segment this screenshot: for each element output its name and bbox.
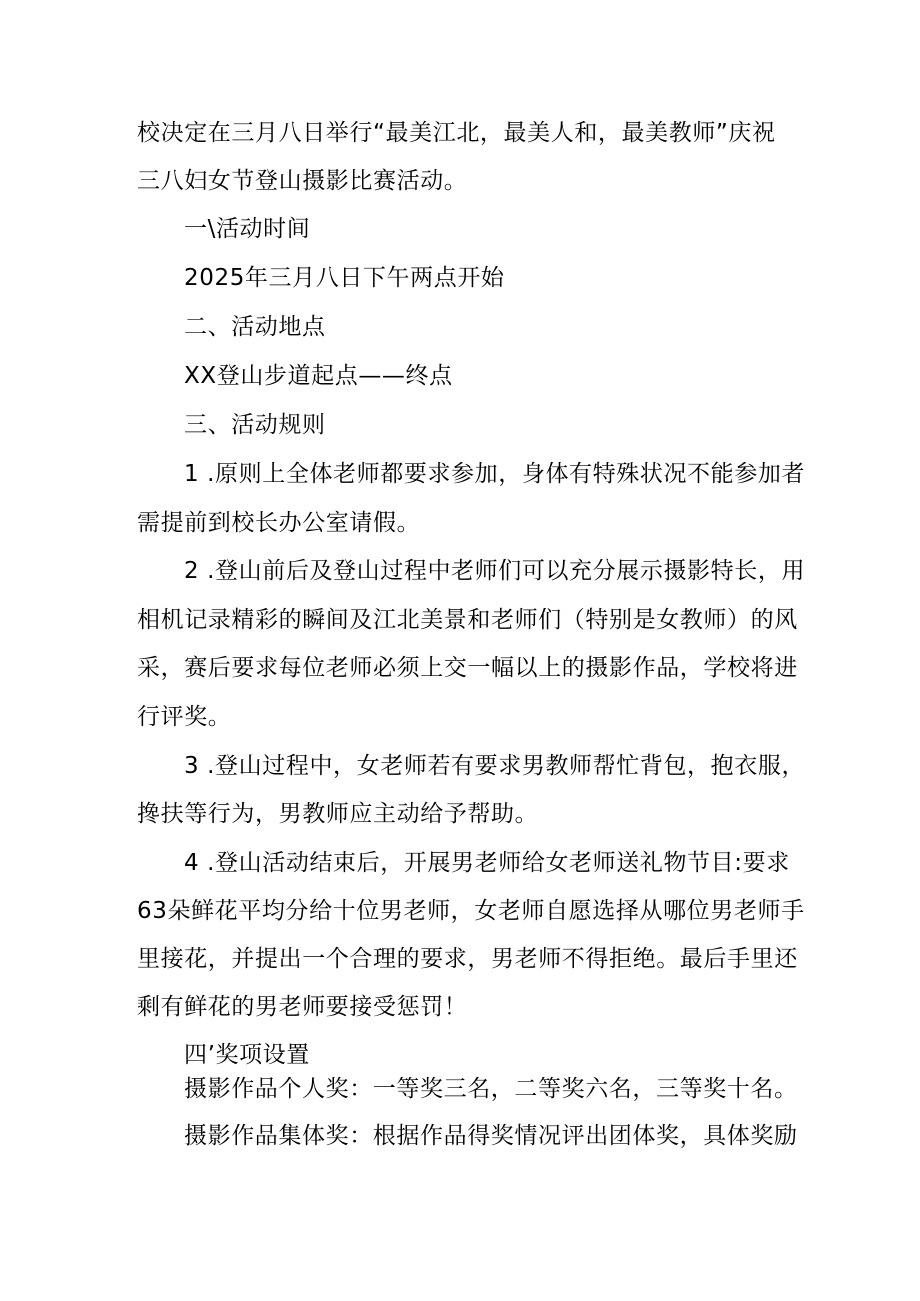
rule-4-line-2: 63朵鲜花平均分给十位男老师，女老师自愿选择从哪位男老师手	[137, 898, 805, 924]
rule-2-line-4: 行评奖。	[137, 704, 232, 730]
rule-4-line-1: 4 .登山活动结束后，开展男老师给女老师送礼物节目:要求	[184, 850, 790, 876]
section-content-location: XX登山步道起点——终点	[184, 363, 453, 389]
rule-1-line-1: 1 .原则上全体老师都要求参加，身体有特殊状况不能参加者	[184, 461, 806, 487]
rule-4-line-3: 里接花，并提出一个合理的要求，男老师不得拒绝。最后手里还	[137, 946, 798, 972]
rule-1-line-2: 需提前到校长办公室请假。	[137, 510, 421, 536]
intro-line-1: 校决定在三月八日举行“最美江北，最美人和，最美教师”庆祝	[137, 120, 776, 146]
rule-3-line-1: 3 .登山过程中，女老师若有要求男教师帮忙背包，抱衣服，	[184, 753, 806, 779]
rule-2-line-3: 采，赛后要求每位老师必须上交一幅以上的摄影作品，学校将进	[137, 655, 798, 681]
section-content-time: 2025年三月八日下午两点开始	[184, 265, 505, 291]
rule-4-line-4: 剩有鲜花的男老师要接受惩罚！	[137, 994, 468, 1020]
rule-2-line-1: 2 .登山前后及登山过程中老师们可以充分展示摄影特长，用	[184, 558, 806, 584]
section-heading-rules: 三、活动规则	[184, 412, 326, 438]
award-collective: 摄影作品集体奖：根据作品得奖情况评出团体奖，具体奖励	[184, 1123, 798, 1149]
section-heading-time: 一\活动时间	[184, 216, 311, 242]
intro-line-2: 三八妇女节登山摄影比赛活动。	[137, 168, 468, 194]
section-heading-awards: 四’奖项设置	[184, 1042, 310, 1068]
award-individual: 摄影作品个人奖：一等奖三名，二等奖六名，三等奖十名。	[184, 1076, 798, 1102]
rule-3-line-2: 搀扶等行为，男教师应主动给予帮助。	[137, 801, 539, 827]
rule-2-line-2: 相机记录精彩的瞬间及江北美景和老师们（特别是女教师）的风	[137, 607, 798, 633]
section-heading-location: 二、活动地点	[184, 314, 326, 340]
